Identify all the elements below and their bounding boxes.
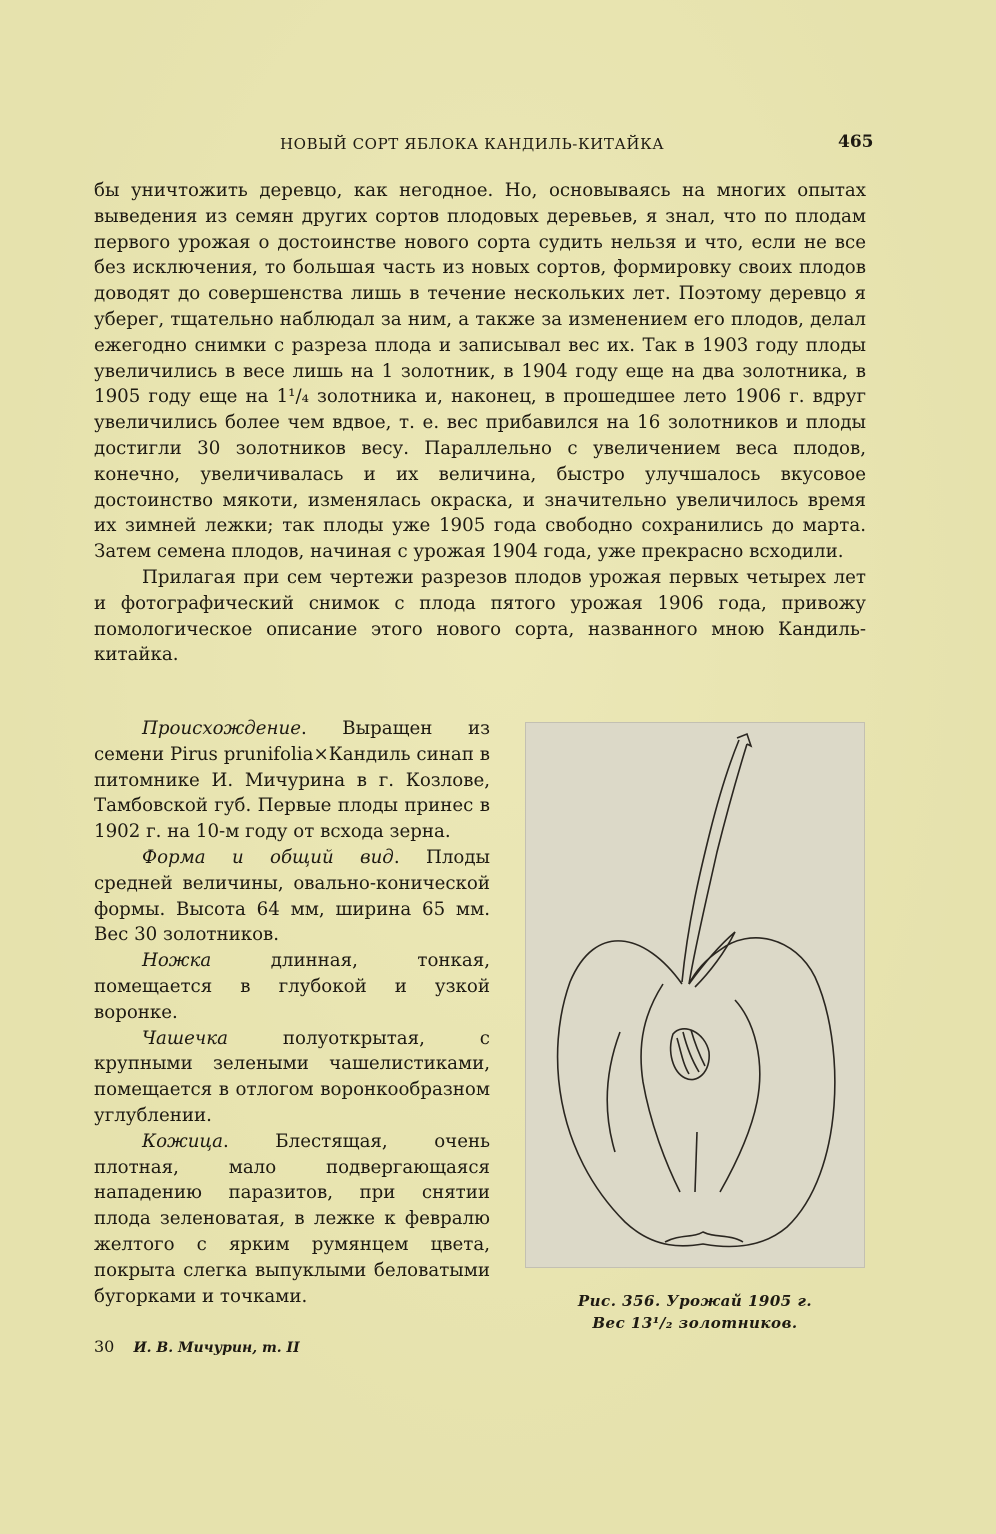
term-shape: Форма и общий вид	[142, 846, 394, 868]
page-number: 465	[838, 132, 874, 152]
stalk-tip	[737, 734, 751, 746]
description-stalk	[94, 948, 490, 1025]
term-calyx: Чашечка	[142, 1027, 228, 1049]
signature-line	[94, 1337, 300, 1356]
core-line-right	[720, 1000, 760, 1192]
paragraph-1: бы уничтожить деревцо, как негодное. Но, основываясь на многих опытах выведения из семян других сортов плодовых деревьев, я знал, что по плодам первого урожая о достоинстве нового сорта судить нельзя и что, если не все без исключения, то большая часть из новых сортов, формировку своих плодов доводят до совершенства лишь в течение нескольких лет. Поэтому деревцо я уберег, тщательно наблюдал за ним, а также за изменением его плодов, делал ежегодно снимки с разреза плода и записывал вес их. Так в 1903 году плоды увеличились в весе лишь на 1 золотник, в 1904 году еще на два золотника, в 1905 году еще на 1¹/₄ золотника и, наконец, в прошедшее лето 1906 г. вдруг увеличились более чем вдвое, т. е. вес прибавился на 16 золотников и плоды достигли 30 золотников весу. Параллельно с увеличением веса плодов, конечно, увеличивалась и их величина, быстро улучшалось вкусовое достоинство мякоти, изменялась окраска, и значительно увеличилось время их зимней лежки; так плоды уже 1905 года свободно сохранились до марта. Затем семена плодов, начиная с урожая 1904 года, уже прекрасно всходили.	[94, 180, 866, 563]
text-stalk: длинная, тонкая, помещается в глубокой и узкой воронке.	[94, 950, 490, 1023]
sepal-line	[689, 932, 735, 987]
main-text	[94, 178, 866, 668]
running-header-title: НОВЫЙ СОРТ ЯБЛОКА КАНДИЛЬ-КИТАЙКА	[280, 135, 665, 153]
core-center-line	[695, 1132, 697, 1192]
pomological-description	[94, 716, 490, 1309]
term-stalk: Ножка	[142, 950, 212, 972]
seed-hatch-1	[677, 1038, 689, 1074]
text-shape: . Плоды средней величины, овально-конической формы. Высота 64 мм, ширина 65 мм. Вес 30 золотников.	[94, 846, 490, 946]
apple-cross-section-figure	[525, 722, 865, 1268]
apple-outline	[558, 938, 835, 1247]
term-origin: Происхождение	[142, 718, 301, 739]
text-calyx: полуоткрытая, с крупными зелеными чашелистиками, помещается в отлогом воронкообразном углублении.	[94, 1027, 490, 1126]
text-skin: . Блестящая, очень плотная, мало подвергающаяся нападению паразитов, при снятии плода зеленоватая, в лежке к февралю желтого с ярким румянцем цвета, покрыта слегка выпуклыми беловатыми бугорками и точками.	[94, 1130, 490, 1307]
description-shape	[94, 845, 490, 948]
figure-caption	[525, 1290, 865, 1334]
text-origin: . Выращен из семени Pirus prunifolia×Кандиль синап в питомнике И. Мичурина в г. Козлове, Тамбовской губ. Первые плоды принес в 1902 г. на 10-м году от всхода зерна.	[94, 718, 490, 843]
core-line-left	[641, 984, 680, 1192]
signature-number: 30	[94, 1337, 115, 1356]
term-skin: Кожица	[142, 1130, 223, 1152]
inner-line-left	[607, 1032, 620, 1152]
description-origin	[94, 716, 490, 845]
caption-line-2: Вес 13¹/₂ золотников.	[592, 1314, 798, 1332]
calyx-line	[665, 1232, 743, 1242]
paragraph-2: Прилагая при сем чертежи разрезов плодов урожая первых четырех лет и фотографический снимок с плода пятого урожая 1906 года, привожу помологическое описание этого нового сорта, названного мною Кандиль-китайка.	[94, 566, 866, 666]
description-skin	[94, 1129, 490, 1310]
apple-drawing	[525, 722, 865, 1268]
stalk-line-left	[682, 740, 739, 982]
description-calyx	[94, 1026, 490, 1129]
signature-author: И. В. Мичурин, т. II	[133, 1340, 300, 1356]
caption-line-1: Рис. 356. Урожай 1905 г.	[577, 1292, 813, 1310]
